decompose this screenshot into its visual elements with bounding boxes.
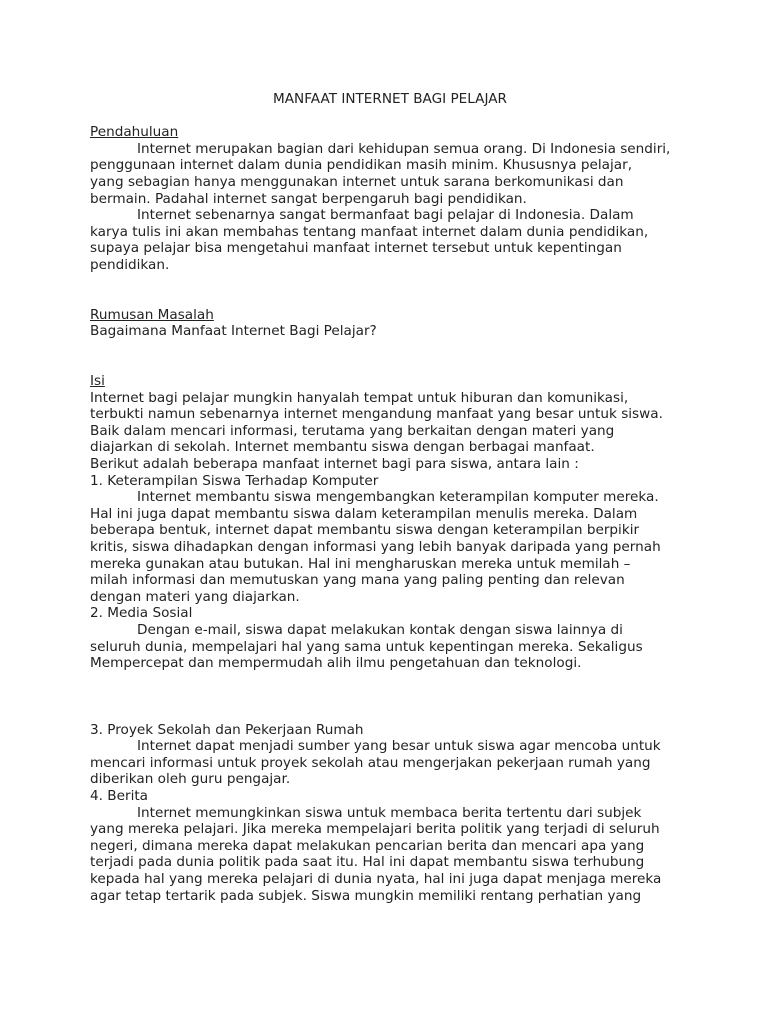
paragraph [90, 489, 690, 605]
text-line: beberapa bentuk, internet dapat membantu siswa dengan keterampilan berpikir [90, 522, 640, 539]
text-line: Internet membantu siswa mengembangkan keterampilan komputer mereka. [137, 489, 659, 506]
text-line: Dengan e-mail, siswa dapat melakukan kontak dengan siswa lainnya di [137, 622, 623, 638]
text-line: Hal ini juga dapat membantu siswa dalam keterampilan menulis mereka. Dalam [90, 505, 638, 522]
text-line: kritis, siswa dihadapkan dengan informasi yang lebih banyak daripada yang pernah [90, 539, 661, 556]
paragraph [90, 738, 690, 788]
section-heading-isi: Isi [90, 373, 105, 390]
section-heading-rumusan-masalah: Rumusan Masalah [90, 306, 214, 323]
text-line: terjadi pada dunia politik pada saat itu. Hal ini dapat membantu siswa terhubung [90, 854, 645, 871]
document-title: MANFAAT INTERNET BAGI PELAJAR [273, 91, 507, 107]
list-item-title: 1. Keterampilan Siswa Terhadap Komputer [90, 472, 379, 489]
paragraph [90, 141, 690, 207]
text-line: supaya pelajar bisa mengetahui manfaat internet tersebut untuk kepentingan [90, 240, 622, 257]
text-line: karya tulis ini akan membahas tentang manfaat internet dalam dunia pendidikan, [90, 223, 649, 240]
text-line: terbukti namun sebenarnya internet mengandung manfaat yang besar untuk siswa. [90, 406, 663, 423]
text-line: Mempercepat dan mempermudah alih ilmu pengetahuan dan teknologi. [90, 655, 582, 672]
text-line: Baik dalam mencari informasi, terutama yang berkaitan dengan materi yang [90, 422, 615, 439]
document-page [90, 91, 690, 904]
text-line: seluruh dunia, mempelajari hal yang sama untuk kepentingan mereka. Sekaligus [90, 638, 643, 655]
research-question: Bagaimana Manfaat Internet Bagi Pelajar? [90, 323, 377, 340]
text-line: diajarkan di sekolah. Internet membantu siswa dengan berbagai manfaat. [90, 439, 595, 456]
text-line: mereka gunakan atau butukan. Hal ini mengharuskan mereka untuk memilah – [90, 555, 631, 572]
text-line: negeri, dimana mereka dapat melakukan pencarian berita dan mencari apa yang [90, 837, 645, 854]
list-item-title: 3. Proyek Sekolah dan Pekerjaan Rumah [90, 721, 364, 738]
text-line: Internet merupakan bagian dari kehidupan semua orang. Di Indonesia sendiri, [137, 140, 671, 157]
paragraph [90, 390, 690, 473]
paragraph [90, 207, 690, 273]
text-line: Internet sebenarnya sangat bermanfaat bagi pelajar di Indonesia. Dalam [137, 207, 634, 224]
text-line: milah informasi dan memutuskan yang mana yang paling penting dan relevan [90, 572, 625, 589]
text-line: bermain. Padahal internet sangat berpengaruh bagi pendidikan. [90, 190, 527, 207]
text-line: Internet bagi pelajar mungkin hanyalah tempat untuk hiburan dan komunikasi, [90, 389, 629, 406]
text-line: Internet memungkinkan siswa untuk membaca berita tertentu dari subjek [137, 804, 642, 821]
text-line: diberikan oleh guru pengajar. [90, 771, 291, 788]
text-line: dengan materi yang diajarkan. [90, 588, 300, 605]
text-line: agar tetap tertarik pada subjek. Siswa mungkin memiliki rentang perhatian yang [90, 887, 642, 904]
text-line: penggunaan internet dalam dunia pendidikan masih minim. Khususnya pelajar, [90, 157, 633, 174]
text-line: yang sebagian hanya menggunakan internet untuk sarana berkomunikasi dan [90, 173, 624, 190]
paragraph [90, 805, 690, 905]
text-line: Berikut adalah beberapa manfaat internet bagi para siswa, antara lain : [90, 456, 579, 473]
list-item-title: 4. Berita [90, 787, 149, 804]
list-item-title: 2. Media Sosial [90, 605, 193, 622]
text-line: Internet dapat menjadi sumber yang besar untuk siswa agar mencoba untuk [137, 738, 661, 755]
text-line: yang mereka pelajari. Jika mereka mempelajari berita politik yang terjadi di seluruh [90, 821, 660, 838]
text-line: mencari informasi untuk proyek sekolah atau mengerjakan pekerjaan rumah yang [90, 754, 651, 771]
paragraph [90, 622, 690, 672]
section-heading-pendahuluan: Pendahuluan [90, 124, 179, 141]
text-line: kepada hal yang mereka pelajari di dunia nyata, hal ini juga dapat menjaga mereka [90, 870, 662, 887]
text-line: pendidikan. [90, 256, 170, 273]
